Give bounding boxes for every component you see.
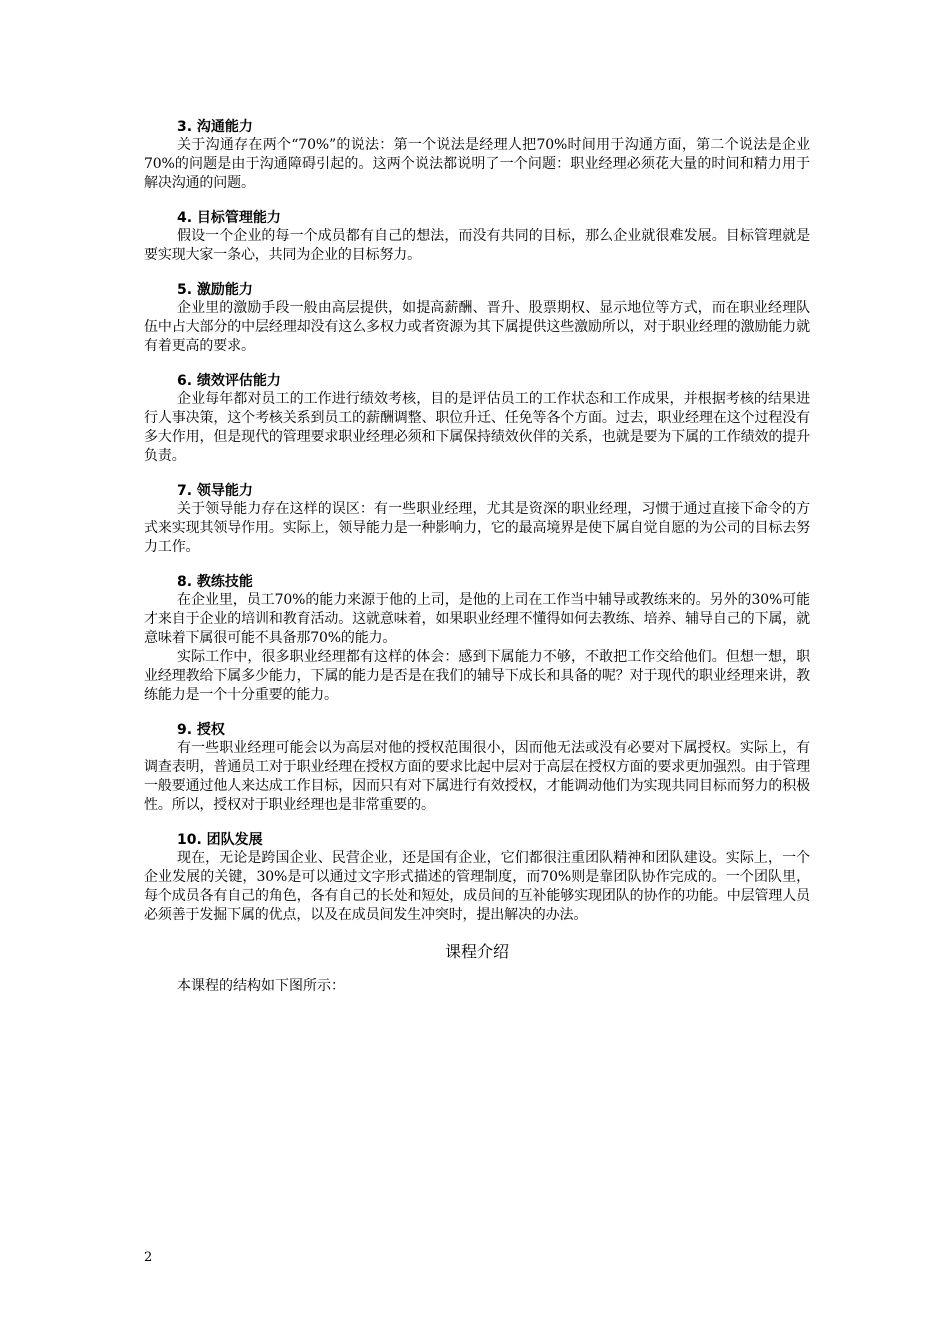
section-4 <box>144 209 810 265</box>
section-heading: 4. 目标管理能力 <box>177 210 281 226</box>
section-8 <box>144 573 810 705</box>
section-heading: 7. 领导能力 <box>177 483 253 499</box>
section-paragraph: 企业每年都对员工的工作进行绩效考核，目的是评估员工的工作状态和工作成果，并根据考核的结果进行人事决策，这个考核关系到员工的薪酬调整、职位升迁、任免等各个方面。过去，职业经理在这个过程没有多大作用，但是现代的管理要求职业经理必须和下属保持绩效伙伴的关系，也就是要为下属的工作绩效的提升负责。 <box>144 391 810 464</box>
section-paragraph: 有一些职业经理可能会以为高层对他的授权范围很小，因而他无法或没有必要对下属授权。实际上，有调查表明，普通员工对于职业经理在授权方面的要求比起中层对于高层在授权方面的要求更加强烈。由于管理一般要通过他人来达成工作目标，因而只有对下属进行有效授权，才能调动他们为实现共同目标而努力的积极性。所以，授权对于职业经理也是非常重要的。 <box>144 740 810 813</box>
section-heading: 8. 教练技能 <box>177 574 253 590</box>
section-paragraph: 在企业里，员工70%的能力来源于他的上司，是他的上司在工作当中辅导或教练来的。另外的30%可能才来自于企业的培训和教育活动。这就意味着，如果职业经理不懂得如何去教练、培养、辅导自己的下属，就意味着下属很可能不具备那70%的能力。 <box>144 592 810 646</box>
section-heading: 5. 激励能力 <box>177 282 253 298</box>
section-heading: 10. 团队发展 <box>177 832 263 848</box>
section-heading: 3. 沟通能力 <box>177 119 253 135</box>
page-number: 2 <box>144 1250 153 1265</box>
course-intro-text: 本课程的结构如下图所示： <box>177 978 345 994</box>
section-5 <box>144 281 810 356</box>
section-paragraph: 现在，无论是跨国企业、民营企业，还是国有企业，它们都很注重团队精神和团队建设。实际上，一个企业发展的关键，30%是可以通过文字形式描述的管理制度，而70%则是靠团队协作完成的。一个团队里，每个成员各有自己的角色，各有自己的长处和短处，成员间的互补能够实现团队的协作的功能。中层管理人员必须善于发掘下属的优点，以及在成员间发生冲突时，提出解决的办法。 <box>144 850 810 923</box>
section-heading: 6. 绩效评估能力 <box>177 373 281 389</box>
section-paragraph: 关于沟通存在两个“70%”的说法：第一个说法是经理人把70%时间用于沟通方面，第二个说法是企业70%的问题是由于沟通障碍引起的。这两个说法都说明了一个问题：职业经理必须花大量的时间和精力用于解决沟通的问题。 <box>144 137 810 191</box>
section-paragraph: 关于领导能力存在这样的误区：有一些职业经理，尤其是资深的职业经理，习惯于通过直接下命令的方式来实现其领导作用。实际上，领导能力是一种影响力，它的最高境界是使下属自觉自愿的为公司的目标去努力工作。 <box>144 501 810 555</box>
section-3 <box>144 118 810 193</box>
section-paragraph: 企业里的激励手段一般由高层提供，如提高薪酬、晋升、股票期权、显示地位等方式，而在职业经理队伍中占大部分的中层经理却没有这么多权力或者资源为其下属提供这些激励所以，对于职业经理的激励能力就有着更高的要求。 <box>144 300 810 354</box>
section-paragraph: 假设一个企业的每一个成员都有自己的想法，而没有共同的目标，那么企业就很难发展。目标管理就是要实现大家一条心，共同为企业的目标努力。 <box>144 228 810 263</box>
sections-container <box>144 118 810 925</box>
course-intro-title: 课程介绍 <box>444 942 509 961</box>
section-6 <box>144 372 810 466</box>
section-10 <box>144 831 810 925</box>
section-paragraph: 实际工作中，很多职业经理都有这样的体会：感到下属能力不够，不敢把工作交给他们。但想一想，职业经理教给下属多少能力，下属的能力是否是在我们的辅导下成长和具备的呢？对于现代的职业经理来讲，教练能力是一个十分重要的能力。 <box>144 649 810 703</box>
section-9 <box>144 721 810 815</box>
section-heading: 9. 授权 <box>177 722 225 738</box>
document-page <box>144 118 810 996</box>
section-7 <box>144 482 810 557</box>
